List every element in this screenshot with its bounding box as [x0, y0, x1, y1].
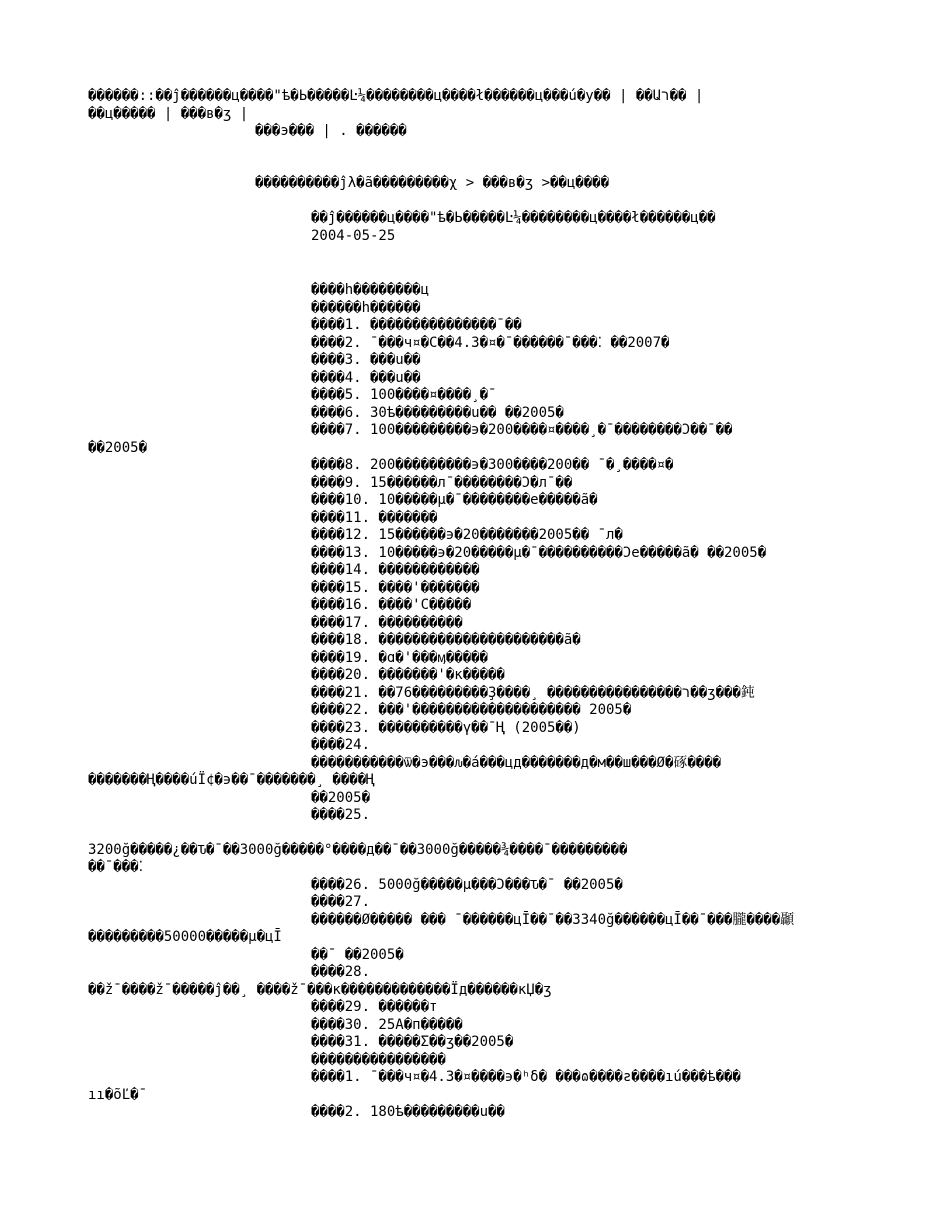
body-line: ��2005�	[88, 439, 148, 456]
header-nav-line[interactable]: ������::��ĵ������ц����"ѣ�Ь�����Ŀ¼��������ц����ł������ц���ú�у�� | ��Աר�� |	[88, 88, 704, 104]
body-line: ����16. ����'С�����	[311, 597, 472, 613]
article-date: 2004-05-25	[311, 227, 396, 244]
body-line: ����h��������ц	[311, 282, 430, 298]
body-line: 3200ğ�����¿��Ԏ�¯��3000ğ�����°����д��¯��3000ğ�����¾����¯���������	[88, 841, 628, 858]
body-line: ����21. ��76���������Ҙ����¸ ����������������ר��ʒ���鈍	[311, 684, 755, 701]
body-line: ���������50000�����µ�цĪ	[88, 929, 282, 945]
body-line: ����9. 15������л¯��������Ͻ�л¯��	[311, 474, 573, 491]
body-line: ��¯���⁚	[88, 859, 144, 875]
body-line: ����11. �������	[311, 509, 438, 526]
article-body	[88, 282, 868, 1122]
body-line: ����25.	[311, 807, 371, 823]
body-line: ����8. 200���������϶�300����200�� ¯�¸����¤�	[311, 457, 674, 473]
body-line: ����6. 30ѣ���������u�� ��2005�	[311, 404, 564, 421]
body-line: ����28.	[311, 964, 371, 980]
article-heading	[311, 210, 716, 245]
body-line: ����10. 10�����µ�¯��������е�����ã�	[311, 492, 598, 508]
body-line: ��¯ ��2005�	[311, 946, 404, 963]
article-title: ��ĵ������ц����"ѣ�Ь�����Ŀ¼��������ц����ł������ц��	[311, 210, 716, 226]
body-line: ����2. 180ѣ���������u��	[311, 1104, 505, 1120]
body-line: ������h������	[311, 299, 421, 316]
body-line: ����1. ¯���ч¤�4.3�¤����϶�ʰδ� ���ɷ����ƨ����ıú���ѣ���	[311, 1069, 741, 1085]
breadcrumb[interactable]: ����������ĵλ�ã���������χ > ���в�ʒ >��ц����	[255, 175, 610, 191]
body-line: ����31. �����Σ��ʒ��2005�	[311, 1034, 514, 1050]
body-line: �������Ң����úÏ¢�϶��¯�������¸ ����Ң	[88, 772, 375, 788]
body-line: ����26. 5000ğ�����µ���Ͻ���Ԏ�¯ ��2005�	[311, 876, 623, 893]
body-line: ����������������	[311, 1051, 446, 1068]
body-line: ����24.	[311, 737, 371, 753]
body-line: ����14. ������������	[311, 562, 480, 578]
body-line: ��ž¯����ž¯�����ĵ��¸ ����ž¯���к�������������Ϊд������кЏ�ʒ	[88, 981, 552, 998]
body-line: ����5. 100����¤����¸�¯	[311, 387, 497, 403]
body-line: ����7. 100���������϶�200����¤����¸�¯��������Ͻ��¯��	[311, 422, 733, 438]
body-line: ����29. ������т	[311, 999, 438, 1015]
body-line: �����������ѿ�э���ԉ�á���цд�������д�м��ш���Ø�硺����	[311, 754, 722, 771]
site-header	[88, 88, 848, 141]
body-line: ����12. 15������϶�20�������2005�� ¯л�	[311, 527, 623, 543]
body-line: ����19. �ɑ�'���ӎ�����	[311, 649, 488, 666]
body-line: ����13. 10�����϶�20�����µ�¯����������Ͻе�����ã� ��2005�	[311, 544, 767, 561]
body-line: ����4. ���u��	[311, 369, 421, 386]
body-line: ����22. ���'�������������������� 2005�	[311, 702, 632, 718]
body-line: ����20. �������'�к�����	[311, 667, 505, 683]
body-line: ����2. ¯���ч¤�С��4.3�¤�¯������¯���⁚ ��2007�	[311, 334, 670, 351]
header-nav-line[interactable]: ���э��� | . ������	[255, 123, 407, 139]
body-line: ıı�õĽ�¯	[88, 1086, 148, 1103]
body-line: ����3. ���u��	[311, 352, 421, 368]
body-line: ����30. 25A�п�����	[311, 1016, 463, 1033]
body-line: ��2005�	[311, 789, 371, 806]
body-line: ����17. ����������	[311, 614, 463, 631]
body-line: ����15. ����'�������	[311, 579, 480, 596]
body-line: ����27.	[311, 894, 371, 910]
body-line: ����18. ����������������������ã�	[311, 632, 581, 648]
body-line: ����1. ���������������¯��	[311, 317, 522, 333]
header-nav-line[interactable]: ��ц����� | ���в�ʒ |	[88, 105, 249, 122]
body-line: ����23. ����������ү��¯Ң (2005��)	[311, 719, 581, 736]
body-line: ������Ø����� ��� ¯������цĪ��¯��3340ğ������цĪ��¯���朧����顳	[311, 911, 795, 928]
